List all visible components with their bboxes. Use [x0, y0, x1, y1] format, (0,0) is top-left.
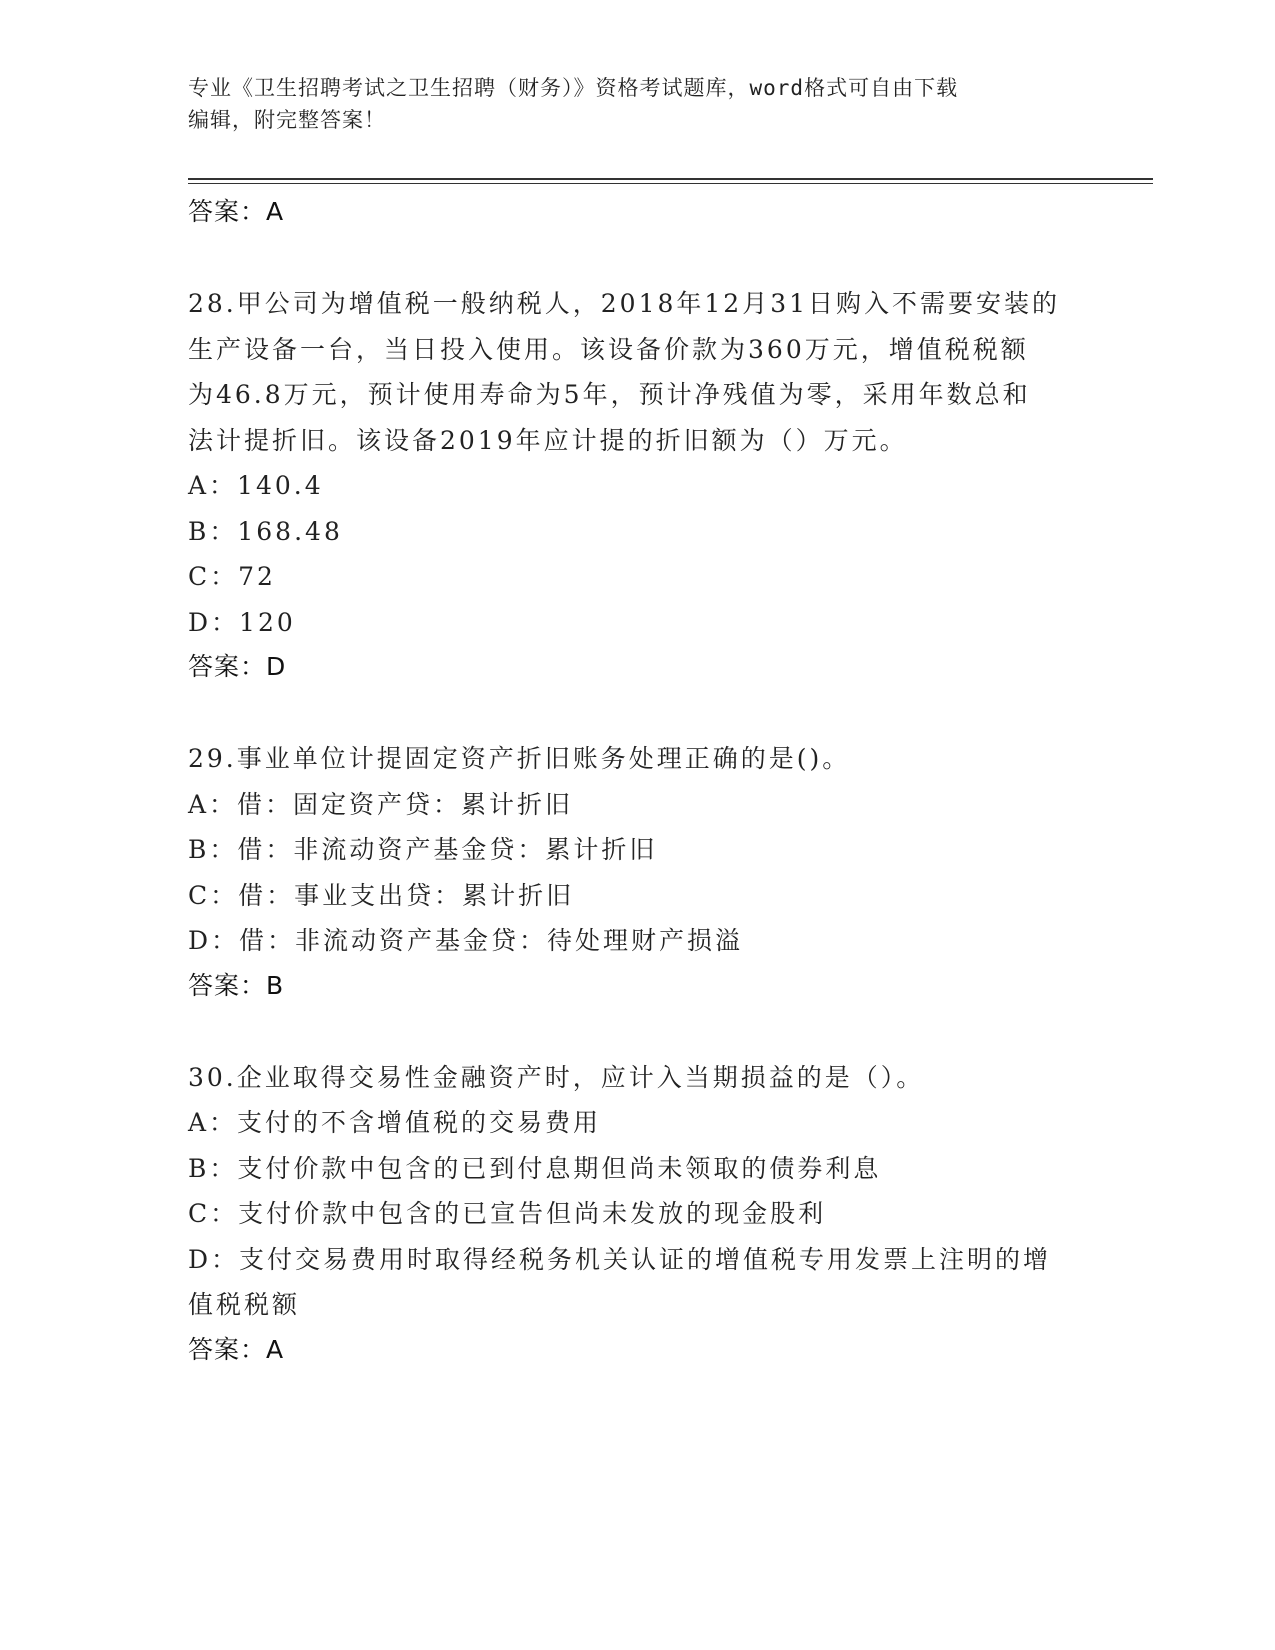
question-text-line: 29.事业单位计提固定资产折旧账务处理正确的是()。 — [188, 744, 851, 773]
question-29 — [188, 736, 1088, 782]
option-a — [188, 463, 1088, 509]
option-text: A：140.4 — [188, 471, 324, 500]
option-b — [188, 509, 1088, 555]
header-line: 专业《卫生招聘考试之卫生招聘（财务）》资格考试题库，word格式可自由下载 — [188, 76, 959, 100]
option-b — [188, 1146, 1088, 1192]
question-list — [188, 190, 1088, 1372]
question-28 — [188, 281, 1088, 463]
answer-line: 答案：A — [188, 1334, 285, 1364]
option-a — [188, 782, 1088, 828]
option-a — [188, 1100, 1088, 1146]
option-text: D：借：非流动资产基金贷：待处理财产损溢 — [188, 926, 744, 955]
header-divider-thin — [188, 183, 1153, 184]
option-text: D：支付交易费用时取得经税务机关认证的增值税专用发票上注明的增 — [188, 1244, 1052, 1274]
option-d — [188, 918, 1088, 964]
answer-line: 答案：D — [188, 652, 287, 681]
question-text-line: 法计提折旧。该设备2019年应计提的折旧额为（）万元。 — [188, 425, 908, 455]
option-b — [188, 827, 1088, 873]
option-text: B：168.48 — [188, 516, 343, 546]
option-text: B：借：非流动资产基金贷：累计折旧 — [188, 835, 658, 864]
option-text: C：72 — [188, 562, 276, 591]
spacer — [188, 1008, 1088, 1055]
option-d — [188, 1237, 1088, 1328]
question-30 — [188, 1055, 1088, 1101]
spacer — [188, 234, 1088, 281]
option-c — [188, 1191, 1088, 1237]
option-text: B：支付价款中包含的已到付息期但尚未领取的债券利息 — [188, 1153, 882, 1183]
header-line: 编辑，附完整答案！ — [188, 108, 386, 132]
option-text: D：120 — [188, 607, 296, 637]
option-d — [188, 600, 1088, 646]
option-text: A：支付的不含增值税的交易费用 — [188, 1108, 602, 1137]
question-text-line: 生产设备一台，当日投入使用。该设备价款为360万元，增值税税额 — [188, 334, 1029, 364]
answer-line: 答案：B — [188, 970, 285, 1000]
option-text: 值税税额 — [188, 1290, 301, 1319]
page-header — [188, 72, 1088, 136]
option-c — [188, 873, 1088, 919]
header-divider-thick — [188, 178, 1153, 180]
answer-line: 答案：A — [188, 197, 285, 226]
question-text-line: 为46.8万元，预计使用寿命为5年，预计净残值为零，采用年数总和 — [188, 380, 1031, 409]
option-text: A：借：固定资产贷：累计折旧 — [188, 789, 574, 819]
option-c — [188, 554, 1088, 600]
question-text-line: 30.企业取得交易性金融资产时，应计入当期损益的是（）。 — [188, 1062, 925, 1092]
spacer — [188, 689, 1088, 736]
question-text-line: 28.甲公司为增值税一般纳税人，2018年12月31日购入不需要安装的 — [188, 289, 1061, 318]
option-text: C：支付价款中包含的已宣告但尚未发放的现金股利 — [188, 1199, 827, 1228]
option-text: C：借：事业支出贷：累计折旧 — [188, 880, 575, 910]
